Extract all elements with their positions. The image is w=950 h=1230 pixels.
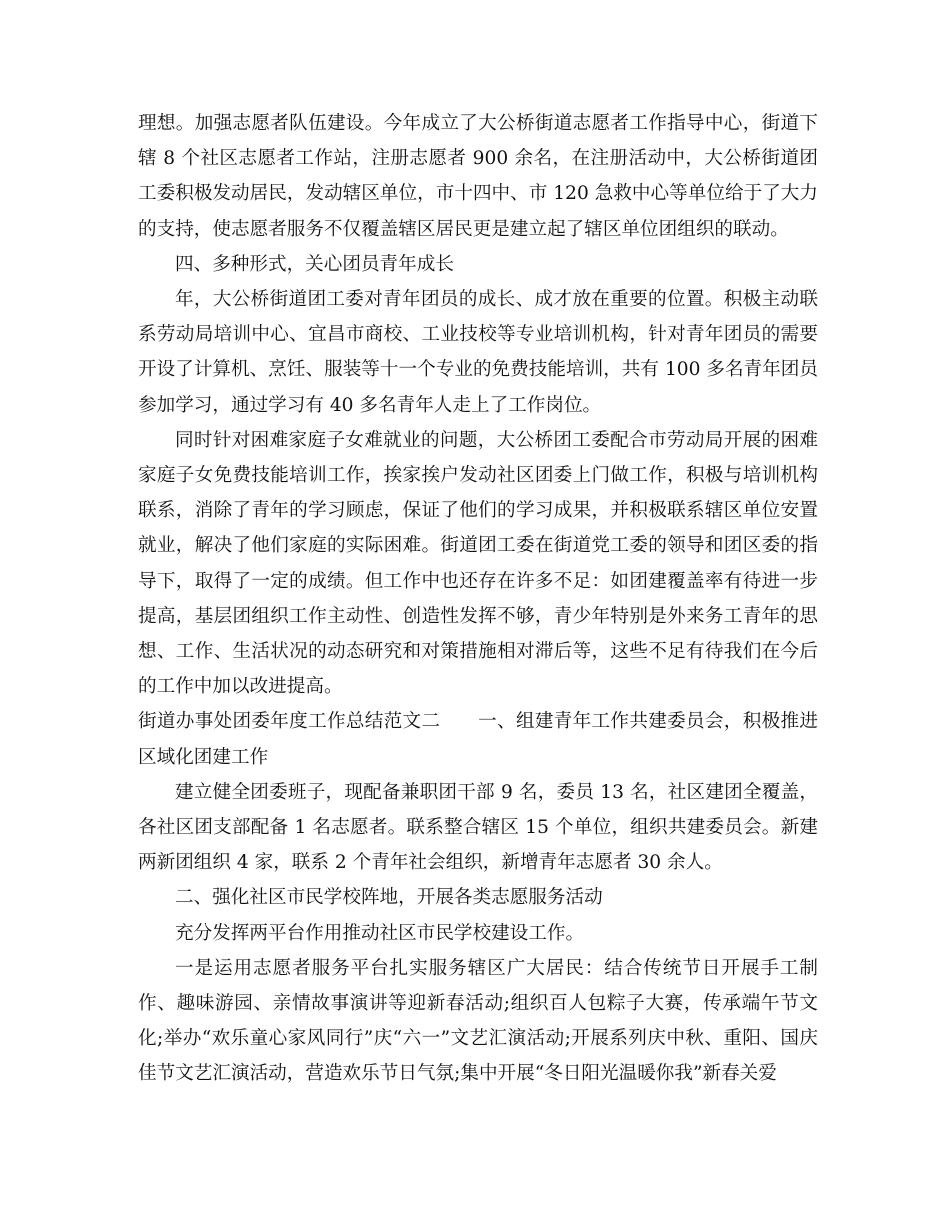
paragraph-intro: 理想。加强志愿者队伍建设。今年成立了大公桥街道志愿者工作指导中心，街道下辖 8 个社区志愿者工作站，注册志愿者 900 余名，在注册活动中，大公桥街道团工委积极发动居民，发动辖区单位，市十四中、市 120 急救中心等单位给于了大力的支持，使志愿者服务不仅覆盖辖区居民更是建立起了辖区单位团组织的联动。 [138,113,818,240]
document-page [138,106,818,1092]
document-subtitle: 街道办事处团委年度工作总结范文二 一、组建青年工作共建委员会，积极推进区域化团建工作 [138,711,818,768]
paragraph-volunteer-service: 一是运用志愿者服务平台扎实服务辖区广大居民：结合传统节日开展手工制作、趣味游园、亲情故事演讲等迎新春活动;组织百人包粽子大赛，传承端午节文化;举办“欢乐童心家风同行”庆“六一”文艺汇演活动;开展系列庆中秋、重阳、国庆佳节文艺汇演活动，营造欢乐节日气氛;集中开展“冬日阳光温暖你我”新春关爱 [138,957,818,1085]
paragraph-platforms: 充分发挥两平台作用推动社区市民学校建设工作。 [175,922,585,944]
paragraph-training: 年，大公桥街道团工委对青年团员的成长、成才放在重要的位置。积极主动联系劳动局培训中心、宜昌市商校、工业技校等专业培训机构，针对青年团员的需要开设了计算机、烹饪、服装等十一个专业的免费技能培训，共有 100 多名青年团员参加学习，通过学习有 40 多名青年人走上了工作岗位。 [138,289,818,416]
section-heading-two: 二、强化社区市民学校阵地，开展各类志愿服务活动 [175,887,603,909]
paragraph-difficulties: 同时针对困难家庭子女难就业的问题，大公桥团工委配合市劳动局开展的困难家庭子女免费技能培训工作，挨家挨户发动社区团委上门做工作，积极与培训机构联系，消除了青年的学习顾虑，保证了他们的学习成果，并积极联系辖区单位安置就业，解决了他们家庭的实际困难。街道团工委在街道党工委的领导和团区委的指导下，取得了一定的成绩。但工作中也还存在许多不足：如团建覆盖率有待进一步提高，基层团组织工作主动性、创造性发挥不够，青少年特别是外来务工青年的思想、工作、生活状况的动态研究和对策措施相对滞后等，这些不足有待我们在今后的工作中加以改进提高。 [138,429,818,698]
paragraph-committee: 建立健全团委班子，现配备兼职团干部 9 名，委员 13 名，社区建团全覆盖，各社区团支部配备 1 名志愿者。联系整合辖区 15 个单位，组织共建委员会。新建两新团组织 4 家，联系 2 个青年社会组织，新增青年志愿者 30 余人。 [138,781,818,874]
section-heading-four: 四、多种形式，关心团员青年成长 [175,253,454,275]
